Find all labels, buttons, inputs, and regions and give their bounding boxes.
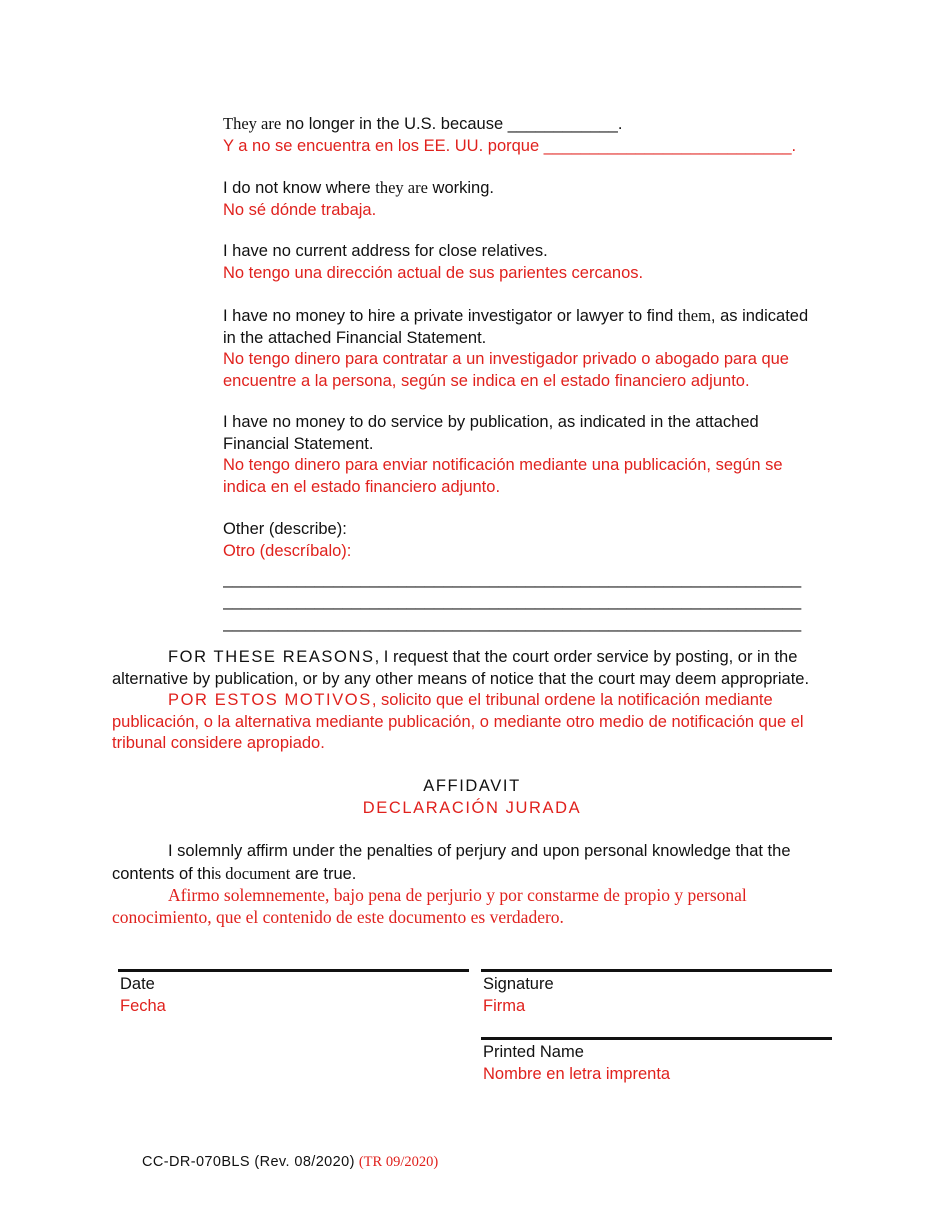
- affidavit-heading: [112, 776, 832, 819]
- signature-field[interactable]: [483, 974, 823, 1017]
- request-text: , I request that the court order service by posting, or in the alternative by publication, or by any other means of notice that the court may deem appropriate.: [112, 648, 810, 688]
- date-label: Date: [120, 975, 155, 993]
- affidavit-text: are true.: [290, 864, 357, 883]
- footer: [142, 1153, 642, 1171]
- signature-line: [481, 969, 832, 972]
- affidavit-paragraph: [112, 841, 832, 928]
- reason-text: they are: [375, 178, 428, 197]
- request-lead: FOR THESE REASONS: [168, 648, 375, 666]
- reason-text: no longer in the U.S. because ____________.: [281, 115, 623, 133]
- reason-text-es: No sé dónde trabaja.: [223, 200, 377, 219]
- reason-text: I do not know where: [223, 179, 376, 197]
- reason-no-money-investigator: [223, 305, 813, 392]
- affidavit-text: s document: [214, 863, 291, 883]
- reason-text: They are: [223, 114, 282, 133]
- reason-text: Other (describe):: [223, 520, 347, 538]
- reason-text: I have no money to do service by publication, as indicated in the attached Financial Statement.: [223, 413, 759, 453]
- request-text-es: , solicito que el tribunal ordene la notificación mediante publicación, o la alternativa mediante publicación, o mediante otro medio de notificación que el tribunal considere apropiado.: [112, 691, 804, 752]
- reason-no-money-publication: [223, 412, 813, 498]
- reason-no-address: [223, 241, 863, 284]
- date-label-es: Fecha: [120, 996, 166, 1015]
- printed-name-line: [481, 1037, 832, 1040]
- date-field[interactable]: [120, 974, 460, 1017]
- affidavit-title-es: DECLARACIÓN JURADA: [362, 798, 582, 817]
- reason-other: [223, 519, 863, 562]
- request-lead-es: POR ESTOS MOTIVOS: [168, 691, 372, 709]
- reason-text-es: Y a no se encuentra en los EE. UU. porque ___________________________.: [223, 136, 797, 155]
- affidavit-text-es: Afirmo solemnemente, bajo pena de perjurio y por constarme de propio y personal conocimiento, que el contenido de este documento es verdadero.: [112, 885, 747, 927]
- translation-id: (TR 09/2020): [358, 1154, 439, 1170]
- printed-name-label-es: Nombre en letra imprenta: [483, 1064, 671, 1083]
- signature-label-es: Firma: [483, 996, 526, 1015]
- blank-line[interactable]: _______________________________________________________________: [223, 592, 802, 610]
- reason-text: I have no current address for close relatives.: [223, 242, 548, 260]
- reason-not-know-work: [223, 177, 863, 221]
- reason-text: I have no money to hire a private investigator or lawyer to find: [223, 307, 678, 325]
- form-id: CC-DR-070BLS (Rev. 08/2020): [142, 1154, 355, 1170]
- reason-text-es: Otro (descríbalo):: [223, 541, 352, 560]
- reason-text: them: [677, 306, 711, 325]
- reason-text: working.: [427, 179, 494, 197]
- reason-text-es: No tengo una dirección actual de sus parientes cercanos.: [223, 263, 644, 282]
- signature-label: Signature: [483, 975, 554, 993]
- date-line: [118, 969, 469, 972]
- reason-text-es: No tengo dinero para contratar a un investigador privado o abogado para que encuentre a la persona, según se indica en el estado financiero adjunto.: [223, 350, 789, 390]
- printed-name-field[interactable]: [483, 1042, 823, 1085]
- request-paragraph: [112, 647, 832, 755]
- reason-not-in-us: [223, 113, 863, 157]
- affidavit-text: I solemnly affirm under the penalties of perjury and upon personal knowledge that the contents of thi: [112, 842, 791, 883]
- reason-text-es: No tengo dinero para enviar notificación mediante una publicación, según se indica en el estado financiero adjunto.: [223, 456, 783, 496]
- reason-text: , as indicated in the attached Financial Statement.: [223, 307, 809, 347]
- blank-line[interactable]: _______________________________________________________________: [223, 570, 802, 588]
- blank-line[interactable]: _______________________________________________________________: [223, 614, 802, 632]
- printed-name-label: Printed Name: [483, 1043, 584, 1061]
- other-blank-lines: [223, 568, 823, 634]
- affidavit-title: AFFIDAVIT: [423, 777, 521, 795]
